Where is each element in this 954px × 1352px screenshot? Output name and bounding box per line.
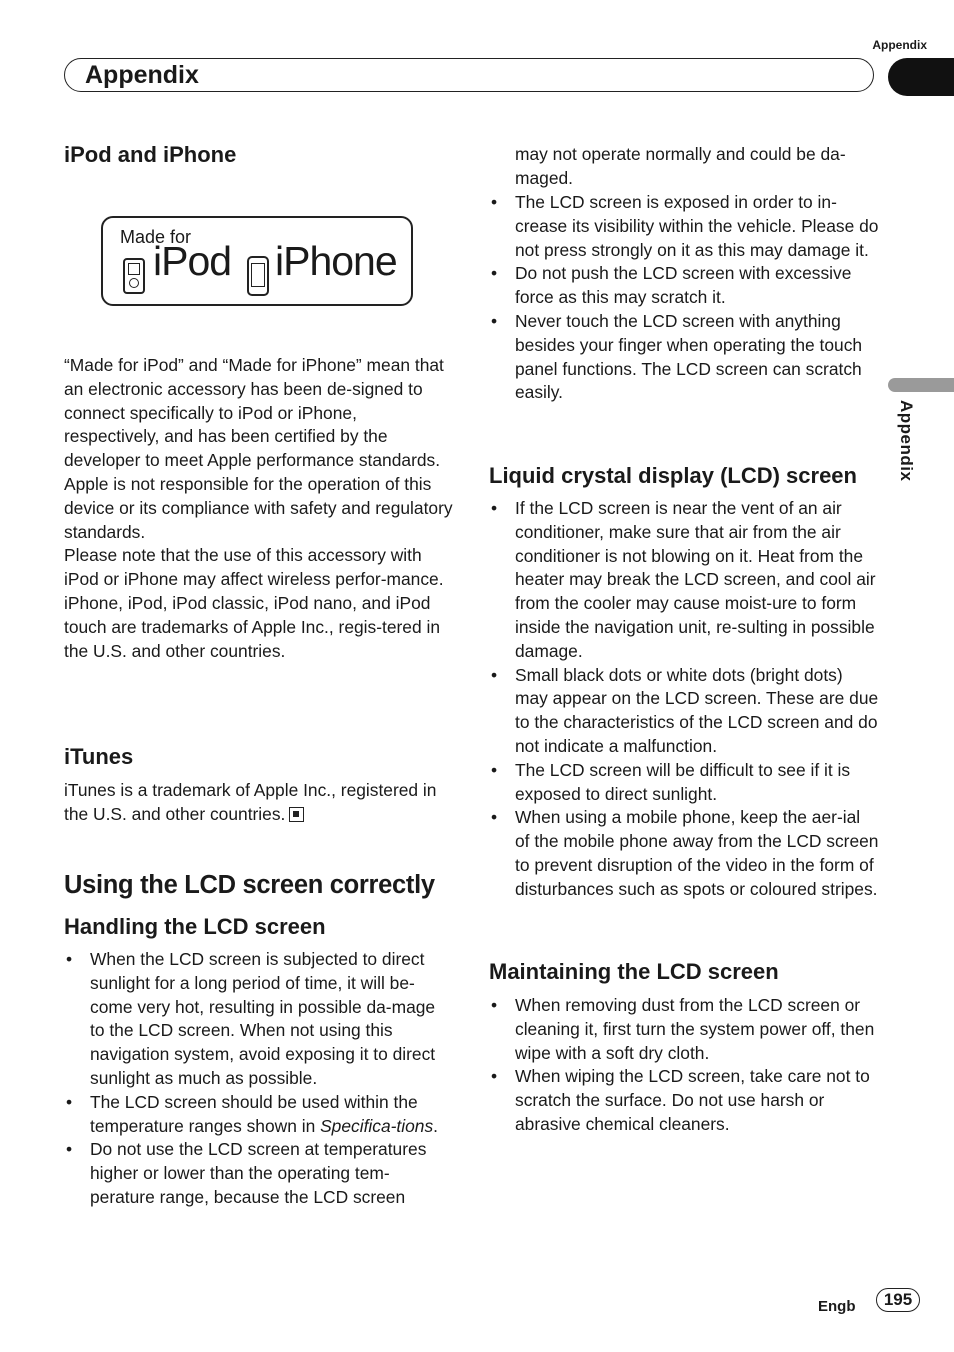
end-of-section-icon bbox=[289, 807, 304, 822]
list-item-text: Do not use the LCD screen at temperatures higher or lower than the operating tem-perature range, because the LCD screen bbox=[90, 1139, 427, 1207]
list-item-text: The LCD screen should be used within the temperature ranges shown in bbox=[90, 1091, 418, 1136]
side-tab-label: Appendix bbox=[897, 400, 916, 482]
footer-language: Engb bbox=[818, 1298, 856, 1315]
list-item-text-end: . bbox=[433, 1115, 439, 1136]
handling-continued: may not operate normally and could be da-maged. bbox=[515, 144, 846, 188]
paragraph: Apple is not responsible for the operation of this device or its compliance with safety and regulatory standards. bbox=[64, 473, 453, 542]
made-for-ipod-iphone-logo bbox=[101, 216, 413, 306]
paragraph: “Made for iPod” and “Made for iPhone” mean that an electronic accessory has been de-signed to connect specifically to iPod or iPhone, respectively, and has been certified by the developer to meet Apple performance standards. bbox=[64, 355, 444, 471]
lcd-heading: Liquid crystal display (LCD) screen bbox=[489, 463, 857, 488]
ipod-iphone-heading: iPod and iPhone bbox=[64, 142, 237, 167]
specifications-reference: Specifica-tions bbox=[320, 1115, 434, 1136]
side-tab-marker bbox=[888, 378, 954, 392]
list-item: • Do not push the LCD screen with excessive force as this may scratch it. bbox=[489, 262, 879, 310]
list-item: • When wiping the LCD screen, take care not to scratch the surface. Do not use harsh or abrasive chemical cleaners. bbox=[489, 1065, 879, 1136]
list-item bbox=[64, 1138, 452, 1209]
maintaining-heading: Maintaining the LCD screen bbox=[489, 959, 779, 984]
paragraph: Please note that the use of this accessory with iPod or iPhone may affect wireless perfor-mance. bbox=[64, 545, 444, 590]
section-title-bar bbox=[64, 58, 874, 92]
maintaining-list bbox=[489, 994, 879, 1137]
list-item: • When removing dust from the LCD screen or cleaning it, first turn the system power off, then wipe with a soft dry cloth. bbox=[489, 994, 879, 1065]
paragraph: iPhone, iPod, iPod classic, iPod nano, and iPod touch are trademarks of Apple Inc., regis-tered in the U.S. and other countries. bbox=[64, 592, 441, 661]
handling-list bbox=[64, 948, 452, 1210]
itunes-heading: iTunes bbox=[64, 744, 134, 769]
list-item: • The LCD screen is exposed in order to in-crease its visibility within the vehicle. Please do not press strongly on it as this may damage it. bbox=[489, 191, 879, 262]
list-item: • When using a mobile phone, keep the aer-ial of the mobile phone away from the LCD screen to prevent disruption of the video in the form of disturbances such as spots or coloured stripes. bbox=[489, 806, 879, 901]
itunes-text: iTunes is a trademark of Apple Inc., registered in the U.S. and other countries. bbox=[64, 780, 437, 824]
list-item: • Small black dots or white dots (bright dots) may appear on the LCD screen. These are due to the characteristics of the LCD screen and do not indicate a malfunction. bbox=[489, 664, 879, 759]
ipod-device-icon bbox=[123, 258, 145, 294]
running-title: Appendix bbox=[872, 38, 927, 52]
list-item bbox=[64, 948, 452, 1091]
lcd-list bbox=[489, 497, 879, 902]
list-item-text: When the LCD screen is subjected to direct sunlight for a long period of time, it will be-come very hot, resulting in possible da-mage to the LCD screen. When not using this navigation system, avoid exposing it to direct sunlight as much as possible. bbox=[90, 949, 436, 1088]
page-number: 195 bbox=[876, 1288, 920, 1312]
ipod-iphone-text bbox=[64, 354, 454, 663]
itunes-text-block bbox=[64, 779, 454, 827]
logo-made-for: Made for bbox=[120, 227, 192, 247]
handling-heading: Handling the LCD screen bbox=[64, 914, 326, 939]
list-item bbox=[64, 1091, 452, 1139]
section-tab-marker bbox=[888, 58, 954, 96]
list-item: • If the LCD screen is near the vent of an air conditioner, make sure that air from the air conditioner is not blowing on it. Heat from the heater may break the LCD screen, and cool air from the cooler may cause moist-ure to form inside the navigation unit, re-sulting in possible damage. bbox=[489, 497, 879, 664]
logo-iphone-text: iPhone bbox=[275, 238, 397, 284]
logo-ipod-text: iPod bbox=[153, 238, 232, 284]
section-title: Appendix bbox=[85, 61, 199, 89]
lcd-main-heading: Using the LCD screen correctly bbox=[64, 871, 435, 899]
handling-list-continued bbox=[489, 191, 879, 405]
list-item: • Never touch the LCD screen with anything besides your finger when operating the touch panel functions. The LCD screen can scratch easily. bbox=[489, 310, 879, 405]
iphone-device-icon bbox=[247, 256, 269, 296]
list-item: • The LCD screen will be difficult to see if it is exposed to direct sunlight. bbox=[489, 759, 879, 807]
